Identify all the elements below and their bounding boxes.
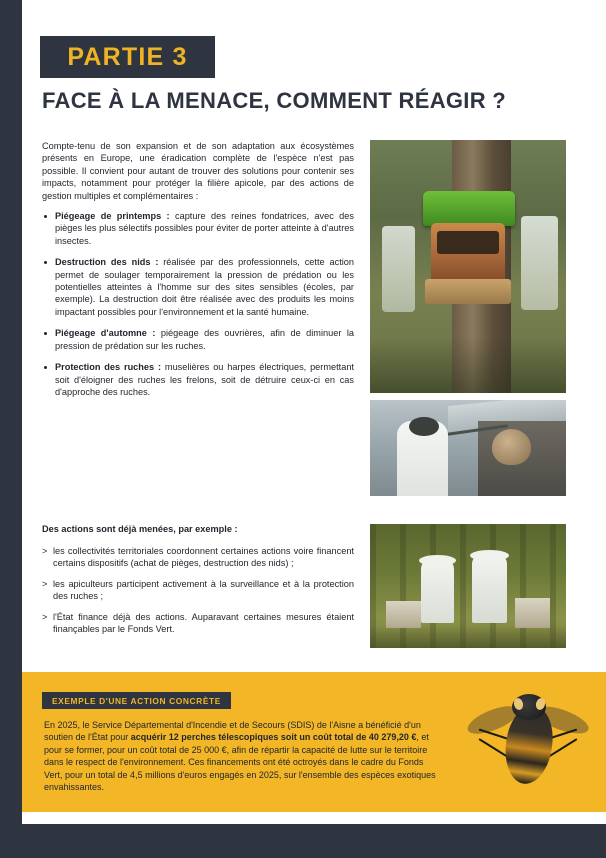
trap-bottle-right: [521, 216, 558, 310]
example-text-part: , et pour se former, pour un coût total de 25 000 €, afin de répartir la capacité de lutte sur le territoire dans le respect de l'environnement. Ces financements ont été octroyés dans le cadre du Fonds Vert, pour un total de 4,5 millions d'euros engagés en 2025, sur l'ensemble des espèces exotiques envahissantes.: [44, 732, 436, 793]
hornet-illustration: [460, 672, 600, 812]
example-text-part: En 2025, le Service Départemental d'Incendie et de Secours (SDIS) de l'Aisne a bénéficié d'un soutien de l'État pour: [44, 720, 421, 743]
part-badge-label: PARTIE 3: [67, 42, 188, 71]
trap-base: [425, 279, 511, 304]
list-item: [42, 210, 354, 247]
photo-vignette: [370, 337, 566, 393]
bullet-lead: Piégeage de printemps :: [55, 211, 170, 222]
bullet-text: piégeage des ouvrières, afin de diminuer la pression de prédation sur les ruches.: [55, 328, 354, 351]
list-item: [42, 327, 354, 352]
left-edge-bar: [0, 0, 22, 858]
list-item: [42, 361, 354, 398]
photo-vignette: [370, 626, 566, 648]
beekeeper-right: [472, 554, 507, 623]
bullet-text: capture des reines fondatrices, avec des pièges les plus sélectifs possibles pour éviter de porter atteinte à d'autres insectes.: [55, 211, 354, 246]
photo-beekeepers: [370, 524, 566, 648]
example-text-bold: acquérir 12 perches télescopiques soit un coût total de 40 279,20 €: [130, 732, 417, 743]
bullet-text: réalisée par des professionnels, cette action permet de soulager temporairement la pression de prédation ou les potentielles atteintes à l'homme sur des sites sensibles (écoles, par exemple). La destruction doit être réalisée avec des produits les moins impactant possibles pour l'environnement et la santé humaine.: [55, 257, 355, 317]
beekeeper-left: [421, 559, 454, 623]
main-text-column: [42, 140, 354, 407]
hornet-nest: [492, 429, 531, 465]
actions-section-title: Des actions sont déjà menées, par exemple :: [42, 524, 238, 534]
trap-bottle-left: [382, 226, 415, 312]
bullet-lead: Protection des ruches :: [55, 362, 162, 373]
protective-hood: [409, 417, 438, 436]
list-item: > l'État finance déjà des actions. Auparavant certaines mesures étaient finançables par le Fonds Vert.: [42, 611, 354, 636]
bullet-lead: Destruction des nids :: [55, 257, 159, 268]
photo-hornet-trap: [370, 140, 566, 393]
left-edge-bar-inner: [8, 0, 14, 858]
measures-list: [42, 210, 354, 398]
bottom-bar: [0, 824, 606, 858]
part-badge: [40, 36, 215, 78]
photo-nest-destruction: [370, 400, 566, 496]
example-label: EXEMPLE D'UNE ACTION CONCRÈTE: [42, 692, 231, 709]
list-item: > les apiculteurs participent activement à la surveillance et à la protection des ruches ;: [42, 578, 354, 603]
intro-paragraph: Compte-tenu de son expansion et de son adaptation aux écosystèmes présents en Europe, une éradication complète de l'espèce n'est pas possible. Il convient pour autant de trouver des solutions pour contenir ses impacts, notamment pour protéger la filière apicole, par des actions de gestion multiples et complémentaires :: [42, 141, 354, 201]
bullet-text: muselières ou harpes électriques, permettant soit d'éloigner des ruches les frelons, soit de détruire ceux-ci en cas d'approche des ruches.: [55, 362, 354, 397]
page-title: FACE À LA MENACE, COMMENT RÉAGIR ?: [42, 88, 507, 113]
example-callout-box: [22, 672, 606, 812]
actions-list: [42, 545, 354, 643]
beehive-left: [386, 601, 421, 628]
beehive-right: [515, 598, 550, 628]
example-text: [44, 719, 444, 793]
trap-opening: [437, 231, 500, 254]
trap-green-lid: [423, 191, 515, 226]
list-item: [42, 256, 354, 318]
list-item: > les collectivités territoriales coordonnent certaines actions voire financent certains dispositifs (achat de pièges, destruction des nids) ;: [42, 545, 354, 570]
bullet-lead: Piégeage d'automne :: [55, 328, 156, 339]
